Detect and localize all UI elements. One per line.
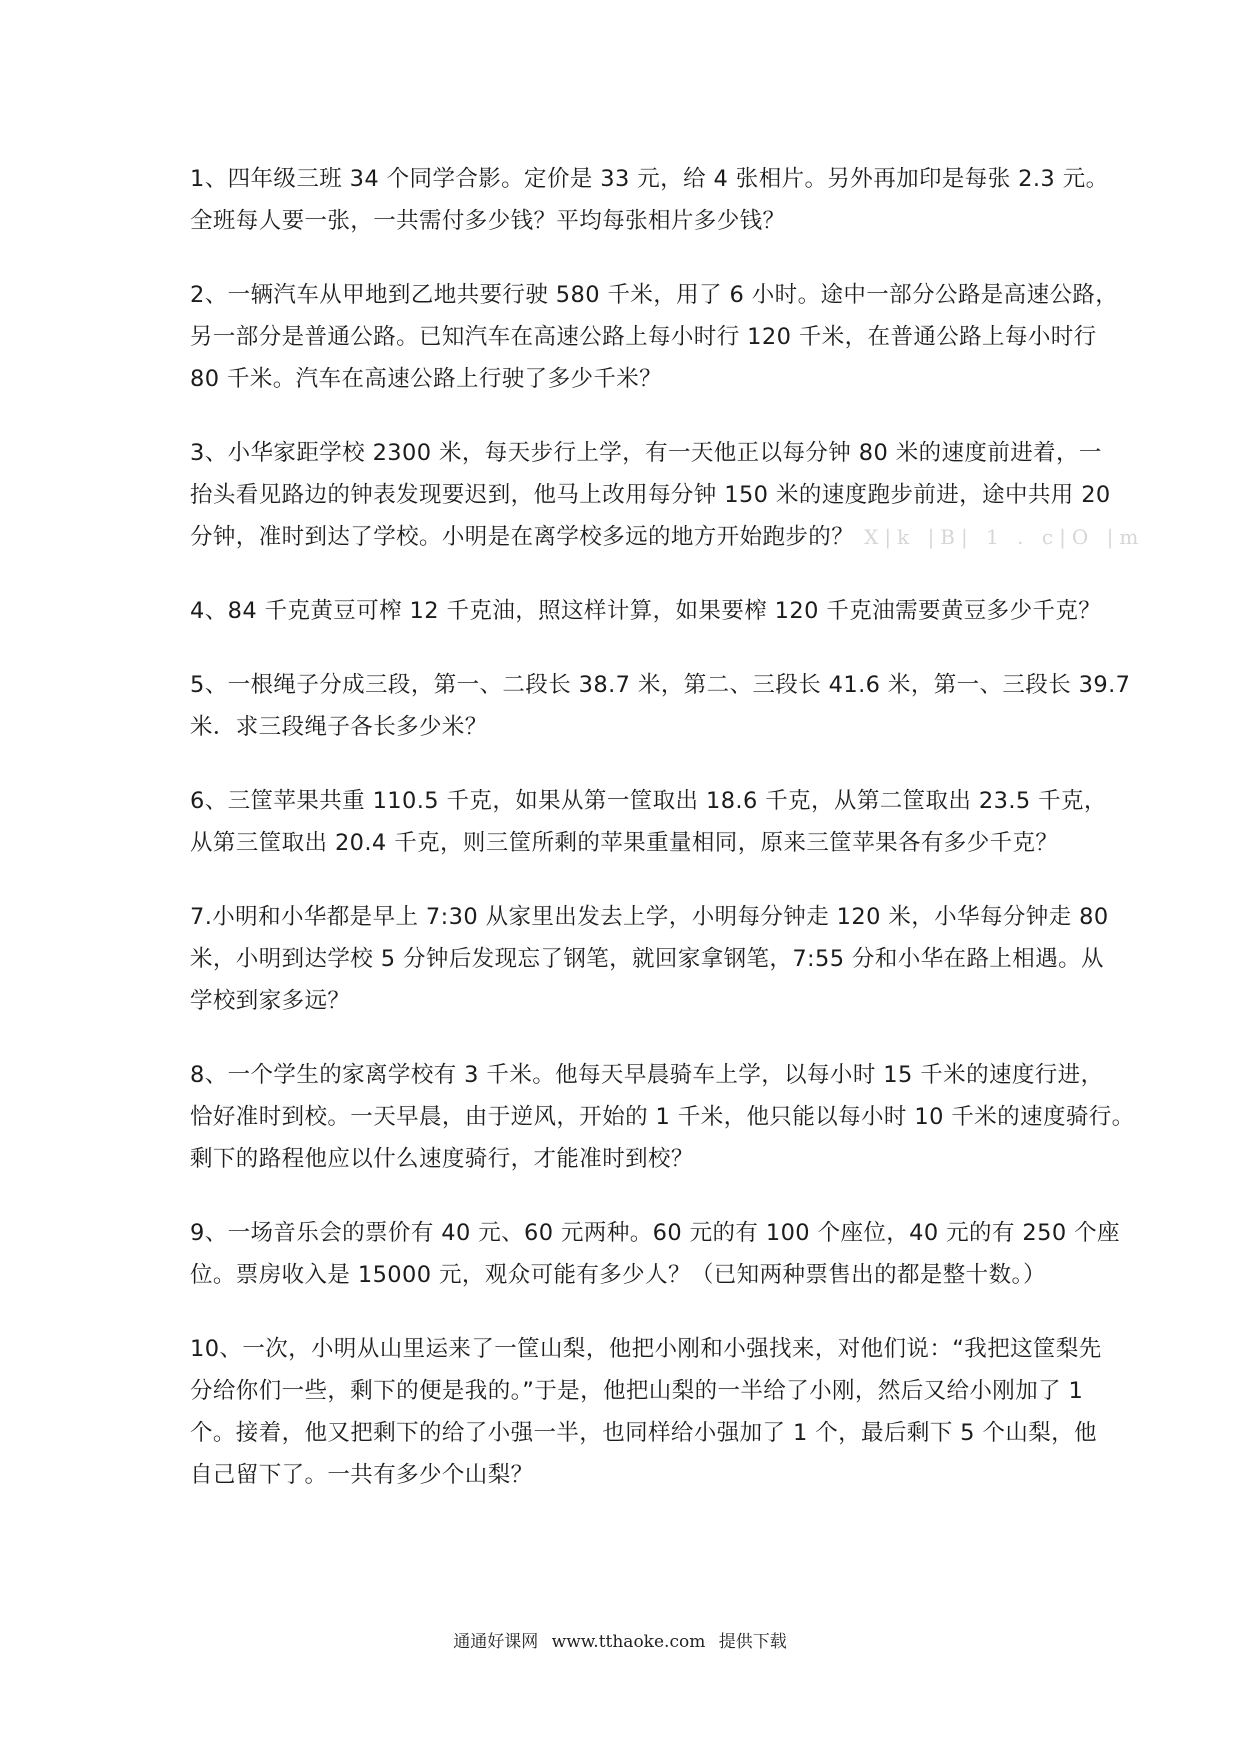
problem-8: [190, 1054, 1135, 1180]
problem-line: 位。票房收入是 15000 元，观众可能有多少人？（已知两种票售出的都是整十数。）: [190, 1262, 1047, 1288]
problem-line: 个。接着，他又把剩下的给了小强一半，也同样给小强加了 1 个，最后剩下 5 个山梨，他: [190, 1420, 1097, 1446]
problem-line: 从第三筐取出 20.4 千克，则三筐所剩的苹果重量相同，原来三筐苹果各有多少千克？: [190, 830, 1059, 856]
problem-line: 1、四年级三班 34 个同学合影。定价是 33 元，给 4 张相片。另外再加印是每张 2.3 元。: [190, 166, 1109, 192]
problem-3: [190, 432, 1145, 558]
problem-line: 2、一辆汽车从甲地到乙地共要行驶 580 千米，用了 6 小时。途中一部分公路是高速公路，: [190, 282, 1119, 308]
problem-line: 另一部分是普通公路。已知汽车在高速公路上每小时行 120 千米，在普通公路上每小时行: [190, 324, 1097, 350]
footer-suffix: 提供下载: [718, 1632, 787, 1652]
problem-line: [190, 516, 1145, 558]
problem-10: [190, 1328, 1102, 1496]
problem-line-text: 分钟，准时到达了学校。小明是在离学校多远的地方开始跑步的？: [190, 524, 855, 550]
problem-line: 恰好准时到校。一天早晨，由于逆风，开始的 1 千米，他只能以每小时 10 千米的速度骑行。: [190, 1104, 1135, 1130]
problem-line: 5、一根绳子分成三段，第一、二段长 38.7 米，第二、三段长 41.6 米，第一、三段长 39.7: [190, 672, 1131, 698]
problem-2: [190, 274, 1119, 400]
problem-line: 10、一次，小明从山里运来了一筐山梨，他把小刚和小强找来，对他们说：“我把这筐梨先: [190, 1336, 1102, 1362]
problem-9: [190, 1212, 1120, 1296]
problem-line: 8、一个学生的家离学校有 3 千米。他每天早晨骑车上学，以每小时 15 千米的速度行进，: [190, 1062, 1104, 1088]
problem-line: 米．求三段绳子各长多少米？: [190, 714, 488, 740]
problem-4: [190, 590, 1102, 632]
problem-7: [190, 896, 1109, 1022]
watermark-text: X|k |B| 1 . c|O |m: [864, 525, 1145, 549]
problem-line: 学校到家多远？: [190, 988, 351, 1014]
problem-line: 米，小明到达学校 5 分钟后发现忘了钢笔，就回家拿钢笔，7:55 分和小华在路上相遇。从: [190, 946, 1104, 972]
footer-url-link[interactable]: www.tthaoke.com: [551, 1632, 706, 1652]
problem-line: 全班每人要一张，一共需付多少钱？平均每张相片多少钱？: [190, 208, 786, 234]
problem-line: 抬头看见路边的钟表发现要迟到，他马上改用每分钟 150 米的速度跑步前进，途中共用 20: [190, 482, 1111, 508]
problem-line: 分给你们一些，剩下的便是我的。”于是，他把山梨的一半给了小刚，然后又给小刚加了 1: [190, 1378, 1084, 1404]
problem-line: 自己留下了。一共有多少个山梨？: [190, 1462, 534, 1488]
problem-5: [190, 664, 1131, 748]
problem-line: 80 千米。汽车在高速公路上行驶了多少千米？: [190, 366, 663, 392]
problem-line: 3、小华家距学校 2300 米，每天步行上学，有一天他正以每分钟 80 米的速度前进着，一: [190, 440, 1102, 466]
problem-line: 4、84 千克黄豆可榨 12 千克油，照这样计算，如果要榨 120 千克油需要黄豆多少千克？: [190, 598, 1102, 624]
problem-1: [190, 158, 1109, 242]
problem-line: 9、一场音乐会的票价有 40 元、60 元两种。60 元的有 100 个座位，40 元的有 250 个座: [190, 1220, 1120, 1246]
problem-6: [190, 780, 1107, 864]
problem-line: 7.小明和小华都是早上 7:30 从家里出发去上学，小明每分钟走 120 米，小华每分钟走 80: [190, 904, 1109, 930]
problem-list: [190, 158, 1145, 1528]
footer-site-name: 通通好课网: [453, 1632, 539, 1652]
page-footer: [0, 1627, 1240, 1652]
problem-line: 6、三筐苹果共重 110.5 千克，如果从第一筐取出 18.6 千克，从第二筐取出 23.5 千克，: [190, 788, 1107, 814]
problem-line: 剩下的路程他应以什么速度骑行，才能准时到校？: [190, 1146, 694, 1172]
